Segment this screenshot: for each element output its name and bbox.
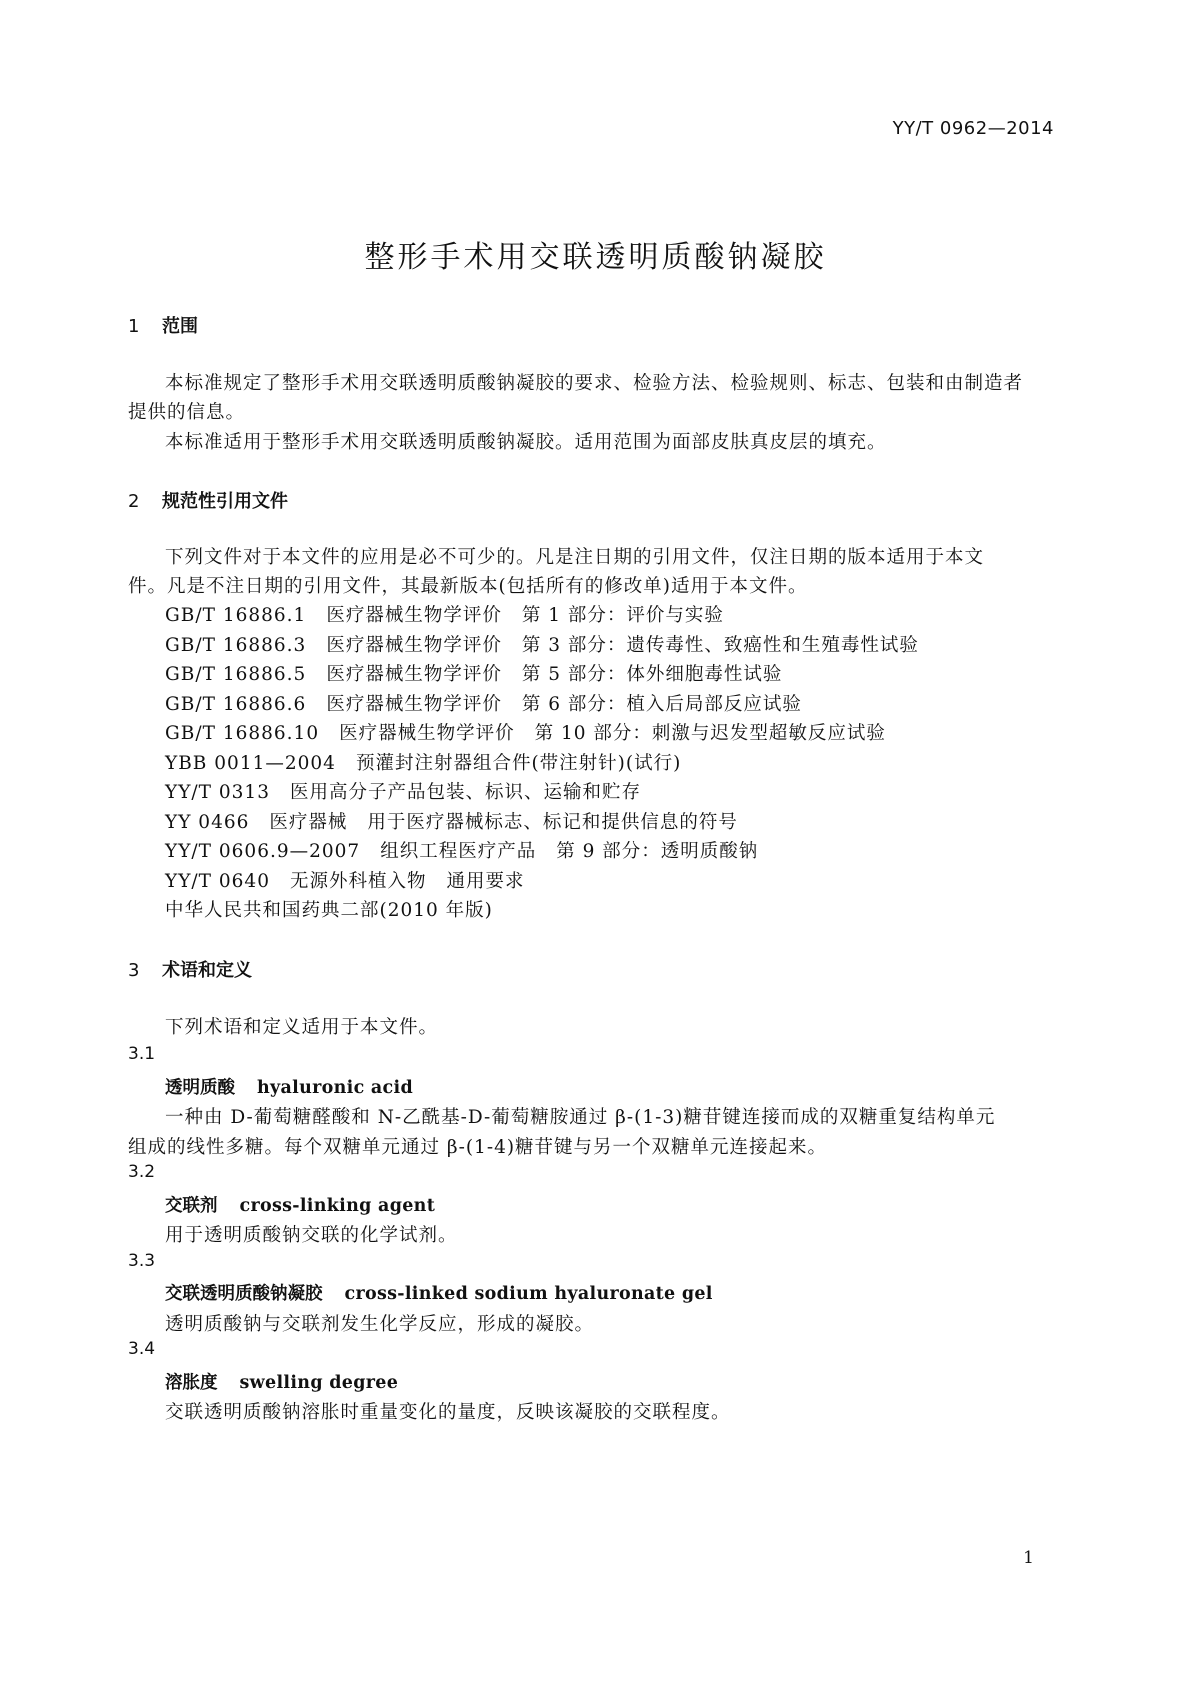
section-2-heading bbox=[128, 487, 288, 513]
term-zh: 溶胀度 bbox=[165, 1373, 218, 1393]
reference-item bbox=[165, 749, 681, 775]
section-title: 术语和定义 bbox=[162, 960, 252, 981]
reference-item bbox=[165, 867, 525, 893]
page-number: 1 bbox=[1023, 1548, 1034, 1568]
paragraph: 本标准规定了整形手术用交联透明质酸钠凝胶的要求、检验方法、检验规则、标志、包装和由制造者 bbox=[165, 373, 1024, 394]
term-zh: 交联透明质酸钠凝胶 bbox=[165, 1284, 323, 1304]
reference-name: 无源外科植入物 bbox=[289, 871, 427, 892]
term-definition: 交联透明质酸钠溶胀时重量变化的量度，反映该凝胶的交联程度。 bbox=[165, 1402, 731, 1423]
reference-name: 中华人民共和国药典二部(2010 年版) bbox=[165, 900, 493, 921]
term-number: 3.2 bbox=[128, 1162, 156, 1182]
paragraph: 下列文件对于本文件的应用是必不可少的。凡是注日期的引用文件，仅注日期的版本适用于本文 bbox=[165, 547, 985, 568]
term-zh: 交联剂 bbox=[165, 1196, 218, 1216]
paragraph: 件。凡是不注日期的引用文件，其最新版本(包括所有的修改单)适用于本文件。 bbox=[128, 576, 808, 597]
section-number: 1 bbox=[128, 316, 140, 337]
paragraph: 提供的信息。 bbox=[128, 402, 246, 423]
reference-code: YY/T 0606.9—2007 bbox=[165, 841, 361, 862]
reference-code: GB/T 16886.5 bbox=[165, 664, 307, 685]
section-title: 规范性引用文件 bbox=[162, 491, 288, 512]
reference-name: 预灌封注射器组合件(带注射针)(试行) bbox=[355, 753, 682, 774]
term-en: cross-linked sodium hyaluronate gel bbox=[344, 1284, 713, 1304]
term-heading bbox=[165, 1192, 435, 1217]
reference-name: 医疗器械生物学评价 bbox=[326, 694, 502, 715]
reference-name: 医疗器械生物学评价 bbox=[326, 635, 502, 656]
reference-code: GB/T 16886.10 bbox=[165, 723, 320, 744]
paragraph: 本标准适用于整形手术用交联透明质酸钠凝胶。适用范围为面部皮肤真皮层的填充。 bbox=[165, 432, 887, 453]
term-heading bbox=[165, 1280, 713, 1305]
section-3-heading bbox=[128, 956, 252, 982]
reference-name: 组织工程医疗产品 bbox=[380, 841, 537, 862]
reference-item bbox=[165, 808, 738, 834]
reference-part: 第 3 部分：遗传毒性、致癌性和生殖毒性试验 bbox=[521, 635, 919, 656]
reference-code: YY/T 0313 bbox=[165, 782, 270, 803]
term-number: 3.4 bbox=[128, 1339, 156, 1359]
section-number: 3 bbox=[128, 960, 140, 981]
section-number: 2 bbox=[128, 491, 140, 512]
reference-part: 第 5 部分：体外细胞毒性试验 bbox=[521, 664, 783, 685]
reference-item bbox=[165, 778, 641, 804]
section-1-heading bbox=[128, 312, 198, 338]
reference-part: 第 1 部分：评价与实验 bbox=[521, 605, 724, 626]
paragraph: 下列术语和定义适用于本文件。 bbox=[165, 1017, 439, 1038]
term-en: hyaluronic acid bbox=[257, 1078, 413, 1098]
document-title: 整形手术用交联透明质酸钠凝胶 bbox=[364, 240, 827, 275]
reference-item bbox=[165, 719, 886, 745]
reference-code: GB/T 16886.6 bbox=[165, 694, 307, 715]
term-definition: 透明质酸钠与交联剂发生化学反应，形成的凝胶。 bbox=[165, 1314, 595, 1335]
reference-part: 通用要求 bbox=[446, 871, 525, 892]
reference-code: YY/T 0640 bbox=[165, 871, 270, 892]
term-number: 3.1 bbox=[128, 1044, 156, 1064]
term-en: cross-linking agent bbox=[239, 1196, 436, 1216]
reference-name: 医疗器械 bbox=[269, 812, 348, 833]
reference-item bbox=[165, 837, 758, 863]
term-heading bbox=[165, 1074, 413, 1099]
reference-code: GB/T 16886.3 bbox=[165, 635, 307, 656]
reference-code: YY 0466 bbox=[165, 812, 250, 833]
term-zh: 透明质酸 bbox=[165, 1078, 235, 1098]
reference-code: GB/T 16886.1 bbox=[165, 605, 307, 626]
reference-item bbox=[165, 601, 724, 627]
reference-part: 第 6 部分：植入后局部反应试验 bbox=[521, 694, 802, 715]
reference-item bbox=[165, 631, 919, 657]
reference-item bbox=[165, 690, 802, 716]
standard-code: YY/T 0962—2014 bbox=[892, 118, 1054, 139]
reference-item bbox=[165, 660, 782, 686]
reference-item bbox=[165, 896, 493, 922]
reference-name: 医疗器械生物学评价 bbox=[339, 723, 515, 744]
term-definition: 组成的线性多糖。每个双糖单元通过 β-(1-4)糖苷键与另一个双糖单元连接起来。 bbox=[128, 1137, 828, 1158]
term-heading bbox=[165, 1369, 398, 1394]
reference-name: 医疗器械生物学评价 bbox=[326, 605, 502, 626]
term-definition: 一种由 D-葡萄糖醛酸和 N-乙酰基-D-葡萄糖胺通过 β-(1-3)糖苷键连接而成的双糖重复结构单元 bbox=[165, 1107, 996, 1128]
term-en: swelling degree bbox=[239, 1373, 399, 1393]
reference-part: 第 9 部分：透明质酸钠 bbox=[556, 841, 759, 862]
reference-code: YBB 0011—2004 bbox=[165, 753, 336, 774]
term-number: 3.3 bbox=[128, 1251, 156, 1271]
reference-name: 医疗器械生物学评价 bbox=[326, 664, 502, 685]
section-title: 范围 bbox=[162, 316, 198, 337]
reference-name: 医用高分子产品包装、标识、运输和贮存 bbox=[289, 782, 641, 803]
reference-part: 用于医疗器械标志、标记和提供信息的符号 bbox=[367, 812, 738, 833]
term-definition: 用于透明质酸钠交联的化学试剂。 bbox=[165, 1225, 458, 1246]
reference-part: 第 10 部分：刺激与迟发型超敏反应试验 bbox=[534, 723, 886, 744]
